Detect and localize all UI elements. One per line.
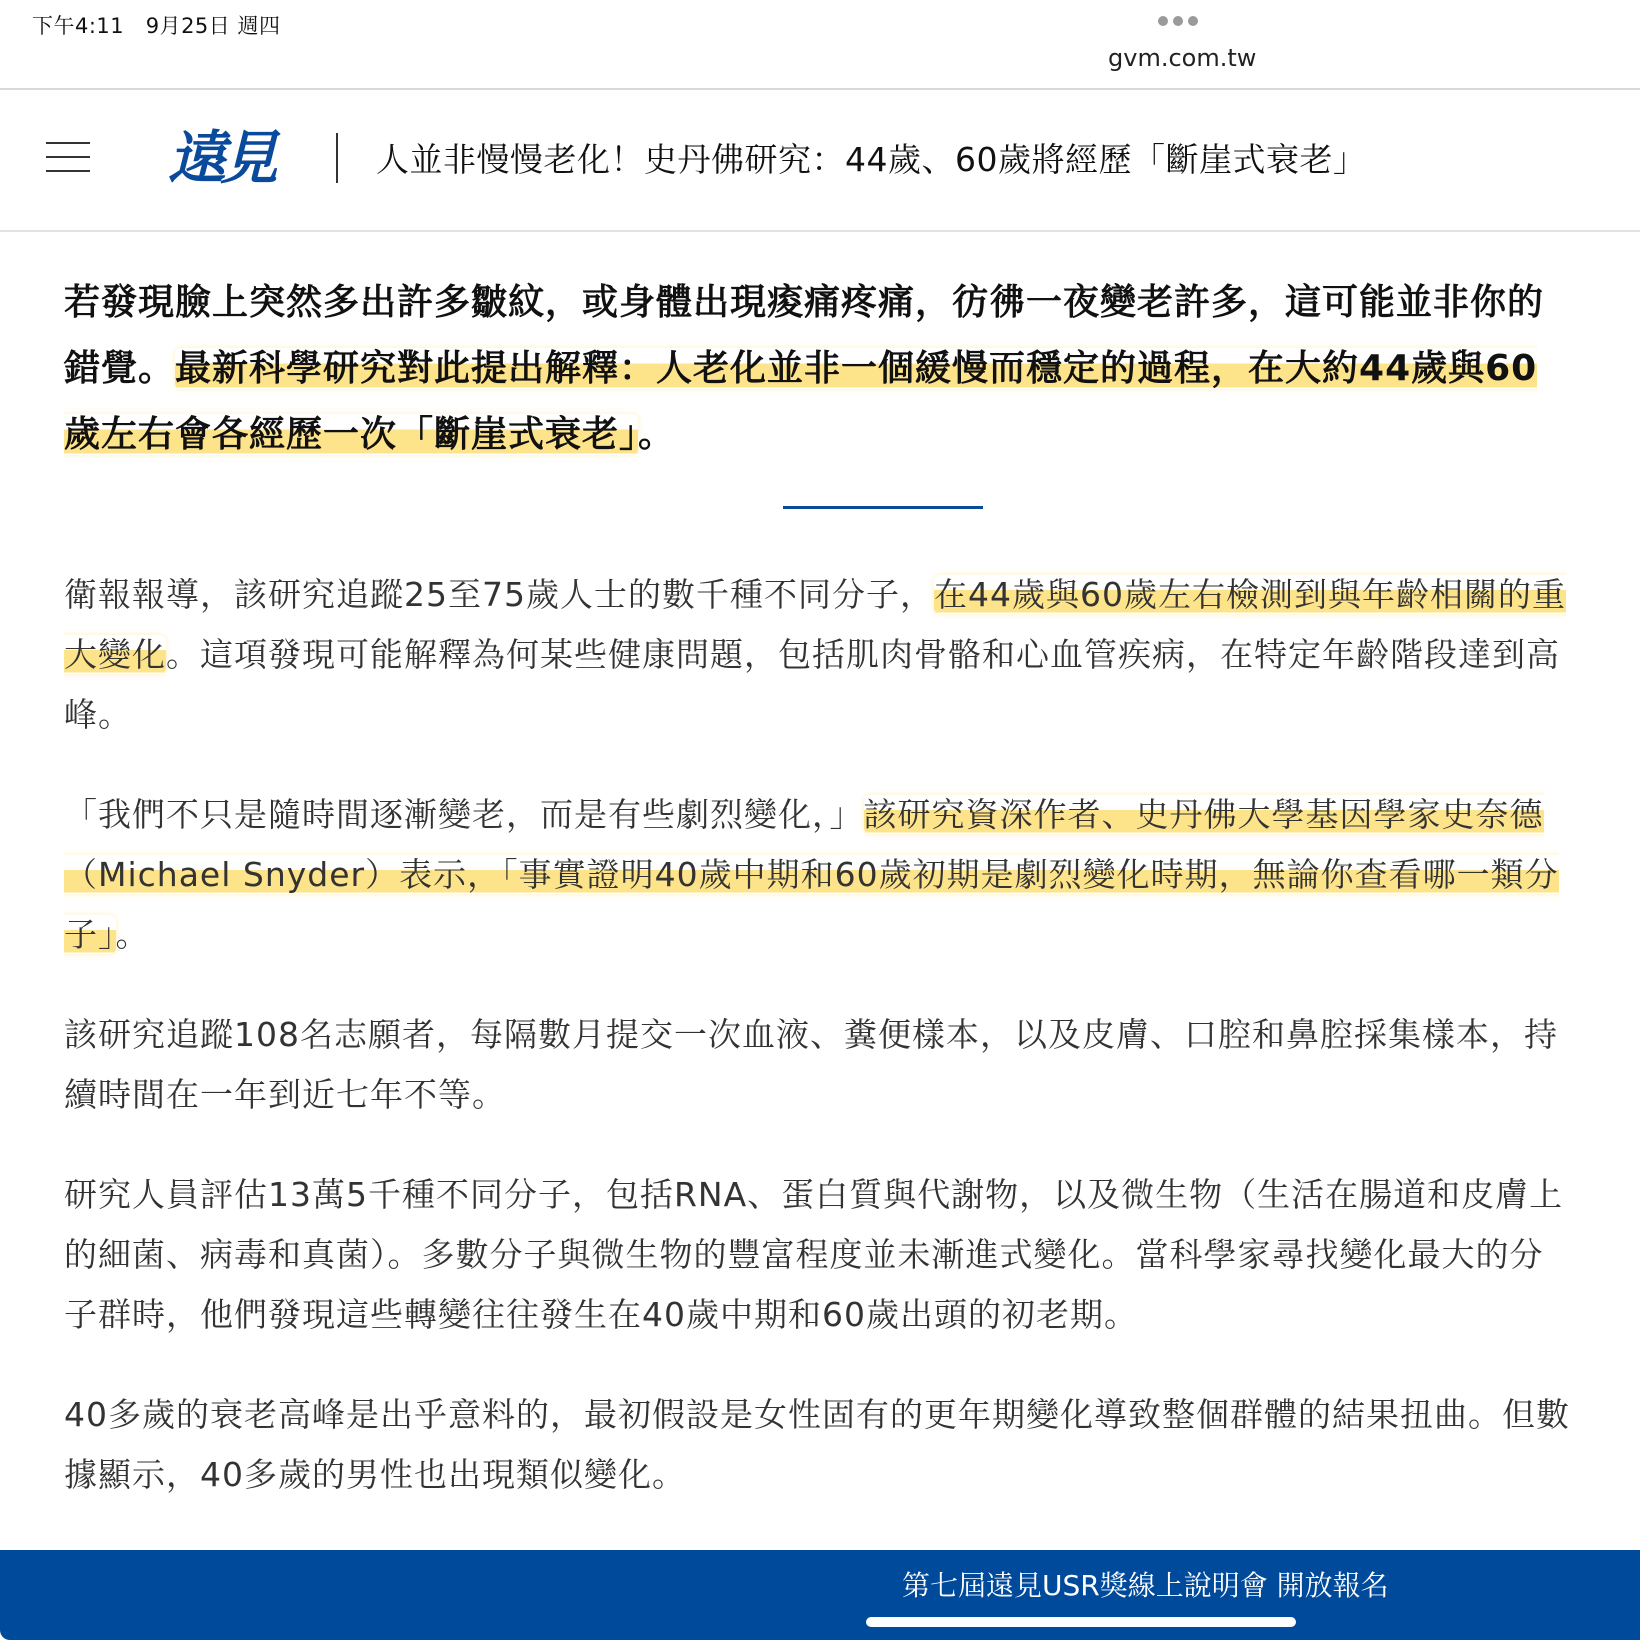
- paragraph-highlight: 在44歲與60歲左右檢測到與年齡相關的重大變化: [64, 575, 1566, 674]
- paragraph-text: 該研究追蹤108名志願者，每隔數月提交一次血液、糞便樣本，以及皮膚、口腔和鼻腔採集樣本，持續時間在一年到近七年不等。: [64, 1015, 1558, 1114]
- paragraph-text: 衛報報導，該研究追蹤25至75歲人士的數千種不同分子，: [64, 575, 934, 614]
- header-divider: [336, 133, 338, 183]
- promo-banner[interactable]: [0, 1550, 1640, 1640]
- site-logo[interactable]: 遠見: [168, 124, 273, 192]
- article-body: [64, 270, 1574, 1545]
- status-date: 9月25日 週四: [145, 14, 281, 38]
- paragraph-text: 。這項發現可能解釋為何某些健康問題，包括肌肉骨骼和心血管疾病，在特定年齡階段達到高峰。: [64, 635, 1560, 734]
- paragraph-text: 。: [115, 915, 150, 954]
- paragraph-text: 「我們不只是隨時間逐漸變老，而是有些劇烈變化，」: [64, 795, 864, 834]
- article-header-title: 人並非慢慢老化！史丹佛研究：44歲、60歲將經歷「斷崖式衰老」: [376, 140, 1367, 179]
- site-header: [0, 90, 1640, 232]
- url-bar[interactable]: gvm.com.tw: [1108, 44, 1257, 72]
- paragraph: [64, 785, 1574, 965]
- paragraph-text: 40多歲的衰老高峰是出乎意料的，最初假設是女性固有的更年期變化導致整個群體的結果扭曲。但數據顯示，40多歲的男性也出現類似變化。: [64, 1395, 1570, 1494]
- home-indicator: [866, 1617, 1296, 1627]
- paragraph-text: 研究人員評估13萬5千種不同分子，包括RNA、蛋白質與代謝物，以及微生物（生活在腸道和皮膚上的細菌、病毒和真菌）。多數分子與微生物的豐富程度並未漸進式變化。當科學家尋找變化最大的分子群時，他們發現這些轉變往往發生在40歲中期和60歲出頭的初老期。: [64, 1175, 1564, 1334]
- more-options-icon[interactable]: [1158, 16, 1198, 26]
- status-time: 下午4:11: [32, 14, 125, 38]
- hamburger-icon[interactable]: [46, 142, 92, 174]
- lead-text: 若發現臉上突然多出許多皺紋，或身體出現痠痛疼痛，彷彿一夜變老許多，這可能並非你的錯覺。: [64, 282, 1545, 389]
- paragraph: [64, 1385, 1574, 1505]
- promo-banner-text[interactable]: 第七屆遠見USR獎線上說明會 開放報名: [902, 1569, 1389, 1602]
- paragraph: [64, 565, 1574, 745]
- paragraph-highlight: 該研究資深作者、史丹佛大學基因學家史奈德（Michael Snyder）表示，「事實證明40歲中期和60歲初期是劇烈變化時期，無論你查看哪一類分子」: [64, 795, 1559, 954]
- lead-highlight: 最新科學研究對此提出解釋：人老化並非一個緩慢而穩定的過程，在大約44歲與60歲左右會各經歷一次「斷崖式衰老」: [64, 348, 1538, 455]
- status-time-date: [32, 10, 280, 40]
- status-bar: [0, 0, 1640, 90]
- paragraph: [64, 1005, 1574, 1125]
- paragraph: [64, 1165, 1574, 1345]
- article-lead: [64, 270, 1574, 468]
- lead-divider: [783, 506, 983, 509]
- lead-tail: 。: [638, 414, 676, 455]
